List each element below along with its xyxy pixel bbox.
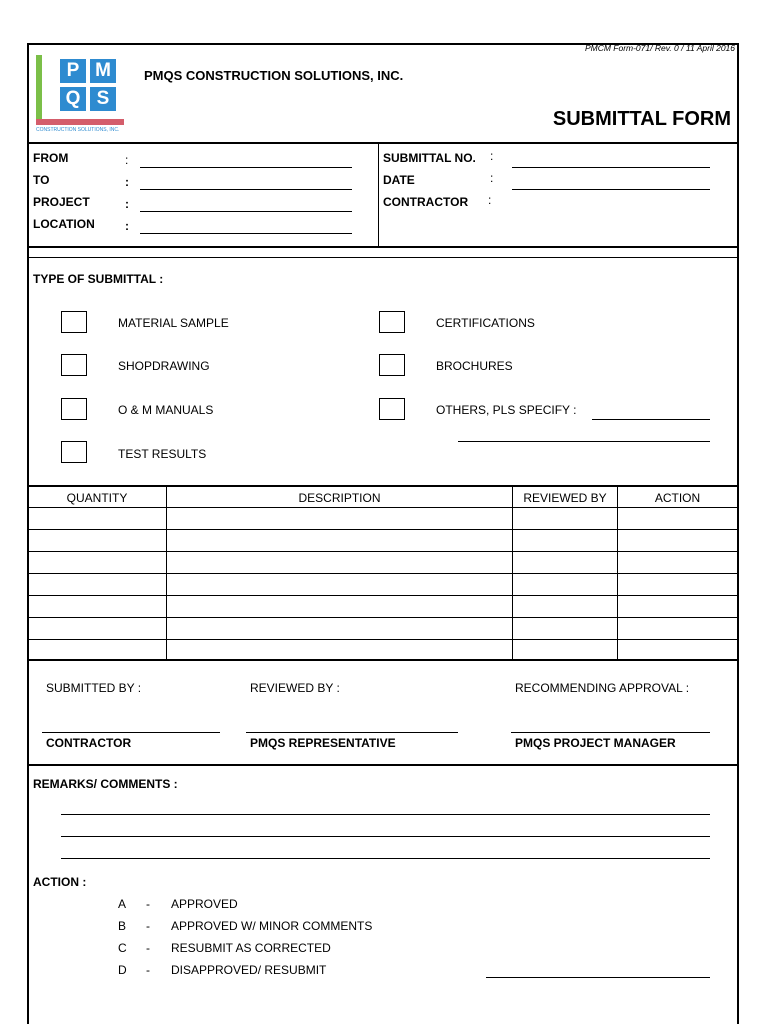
action-code-b: B: [118, 919, 127, 933]
contractor-colon: :: [488, 193, 492, 207]
action-signature-line[interactable]: [486, 977, 710, 978]
recommending-approval-signature-line[interactable]: [511, 732, 710, 733]
table-bottom-border: [27, 659, 739, 661]
submittal-no-field[interactable]: [512, 167, 710, 168]
action-dash-b: -: [146, 919, 150, 933]
action-text-c: RESUBMIT AS CORRECTED: [171, 941, 331, 955]
reviewed-by-signature-line[interactable]: [246, 732, 458, 733]
om-manuals-checkbox[interactable]: [61, 398, 87, 420]
logo-letter-s: S: [90, 87, 116, 111]
submittal-no-colon: :: [490, 149, 494, 163]
from-colon: :: [125, 153, 129, 167]
om-manuals-label: O & M MANUALS: [118, 403, 214, 417]
submitted-by-signature-line[interactable]: [42, 732, 220, 733]
location-field[interactable]: [140, 233, 352, 234]
action-heading: ACTION :: [33, 875, 87, 889]
remarks-line-3[interactable]: [61, 858, 710, 859]
shopdrawing-label: SHOPDRAWING: [118, 359, 210, 373]
project-colon: :: [125, 197, 129, 211]
logo-ruler: [36, 55, 42, 125]
date-colon: :: [490, 171, 494, 185]
action-code-d: D: [118, 963, 127, 977]
action-code-a: A: [118, 897, 127, 911]
from-label: FROM: [33, 151, 69, 165]
submitted-by-label: SUBMITTED BY :: [46, 681, 142, 695]
others-specify-field-2[interactable]: [458, 441, 710, 442]
submittal-no-label: SUBMITTAL NO.: [383, 151, 476, 165]
others-label: OTHERS, PLS SPECIFY :: [436, 403, 577, 417]
from-field[interactable]: [140, 167, 352, 168]
location-label: LOCATION: [33, 217, 95, 231]
to-colon: :: [125, 175, 129, 189]
contractor-label: CONTRACTOR: [383, 195, 469, 209]
date-field[interactable]: [512, 189, 710, 190]
material-sample-label: MATERIAL SAMPLE: [118, 316, 229, 330]
table-row[interactable]: [27, 639, 739, 640]
test-results-checkbox[interactable]: [61, 441, 87, 463]
header-divider: [27, 142, 739, 144]
action-code-c: C: [118, 941, 127, 955]
signature-bottom-divider: [27, 764, 739, 766]
project-label: PROJECT: [33, 195, 90, 209]
action-text-b: APPROVED W/ MINOR COMMENTS: [171, 919, 373, 933]
form-number: PMCM Form-071/ Rev. 0 / 11 April 2016: [584, 43, 735, 53]
reviewed-by-label: REVIEWED BY :: [250, 681, 340, 695]
table-header-bottom: [27, 507, 739, 508]
action-dash-d: -: [146, 963, 150, 977]
table-row[interactable]: [27, 573, 739, 574]
certifications-checkbox[interactable]: [379, 311, 405, 333]
logo-letter-m: M: [90, 59, 116, 83]
contractor-role: CONTRACTOR: [46, 736, 132, 750]
info-divider: [378, 143, 379, 247]
brochures-label: BROCHURES: [436, 359, 513, 373]
form-title: SUBMITTAL FORM: [552, 108, 731, 130]
pmqs-representative-role: PMQS REPRESENTATIVE: [250, 736, 396, 750]
project-field[interactable]: [140, 211, 352, 212]
frame-left-border: [27, 43, 29, 1024]
logo-letter-q: Q: [60, 87, 86, 111]
certifications-label: CERTIFICATIONS: [436, 316, 535, 330]
submittal-type-heading: TYPE OF SUBMITTAL :: [33, 272, 164, 286]
action-dash-a: -: [146, 897, 150, 911]
remarks-line-2[interactable]: [61, 836, 710, 837]
reviewed-by-header: REVIEWED BY: [523, 491, 607, 505]
material-sample-checkbox[interactable]: [61, 311, 87, 333]
quantity-header: QUANTITY: [66, 491, 128, 505]
action-text-d: DISAPPROVED/ RESUBMIT: [171, 963, 327, 977]
shopdrawing-checkbox[interactable]: [61, 354, 87, 376]
table-row[interactable]: [27, 529, 739, 530]
table-row[interactable]: [27, 617, 739, 618]
others-specify-field[interactable]: [592, 419, 710, 420]
remarks-line-1[interactable]: [61, 814, 710, 815]
table-row[interactable]: [27, 551, 739, 552]
company-logo: [36, 53, 126, 135]
date-label: DATE: [383, 173, 415, 187]
remarks-heading: REMARKS/ COMMENTS :: [33, 777, 178, 791]
recommending-approval-label: RECOMMENDING APPROVAL :: [515, 681, 690, 695]
company-name: PMQS CONSTRUCTION SOLUTIONS, INC.: [144, 68, 404, 83]
action-text-a: APPROVED: [171, 897, 238, 911]
test-results-label: TEST RESULTS: [118, 447, 207, 461]
logo-ruler-bottom: [36, 119, 124, 125]
info-bottom-divider-2: [27, 257, 739, 258]
logo-letter-p: P: [60, 59, 86, 83]
action-dash-c: -: [146, 941, 150, 955]
table-row[interactable]: [27, 595, 739, 596]
frame-right-border: [737, 43, 739, 1024]
brochures-checkbox[interactable]: [379, 354, 405, 376]
to-field[interactable]: [140, 189, 352, 190]
location-colon: :: [125, 219, 129, 233]
action-header: ACTION: [654, 491, 701, 505]
to-label: TO: [33, 173, 50, 187]
info-bottom-divider: [27, 246, 739, 248]
logo-tagline: CONSTRUCTION SOLUTIONS, INC.: [36, 127, 120, 133]
pmqs-project-manager-role: PMQS PROJECT MANAGER: [515, 736, 676, 750]
description-header: DESCRIPTION: [298, 491, 381, 505]
table-top-border: [27, 485, 739, 487]
others-checkbox[interactable]: [379, 398, 405, 420]
